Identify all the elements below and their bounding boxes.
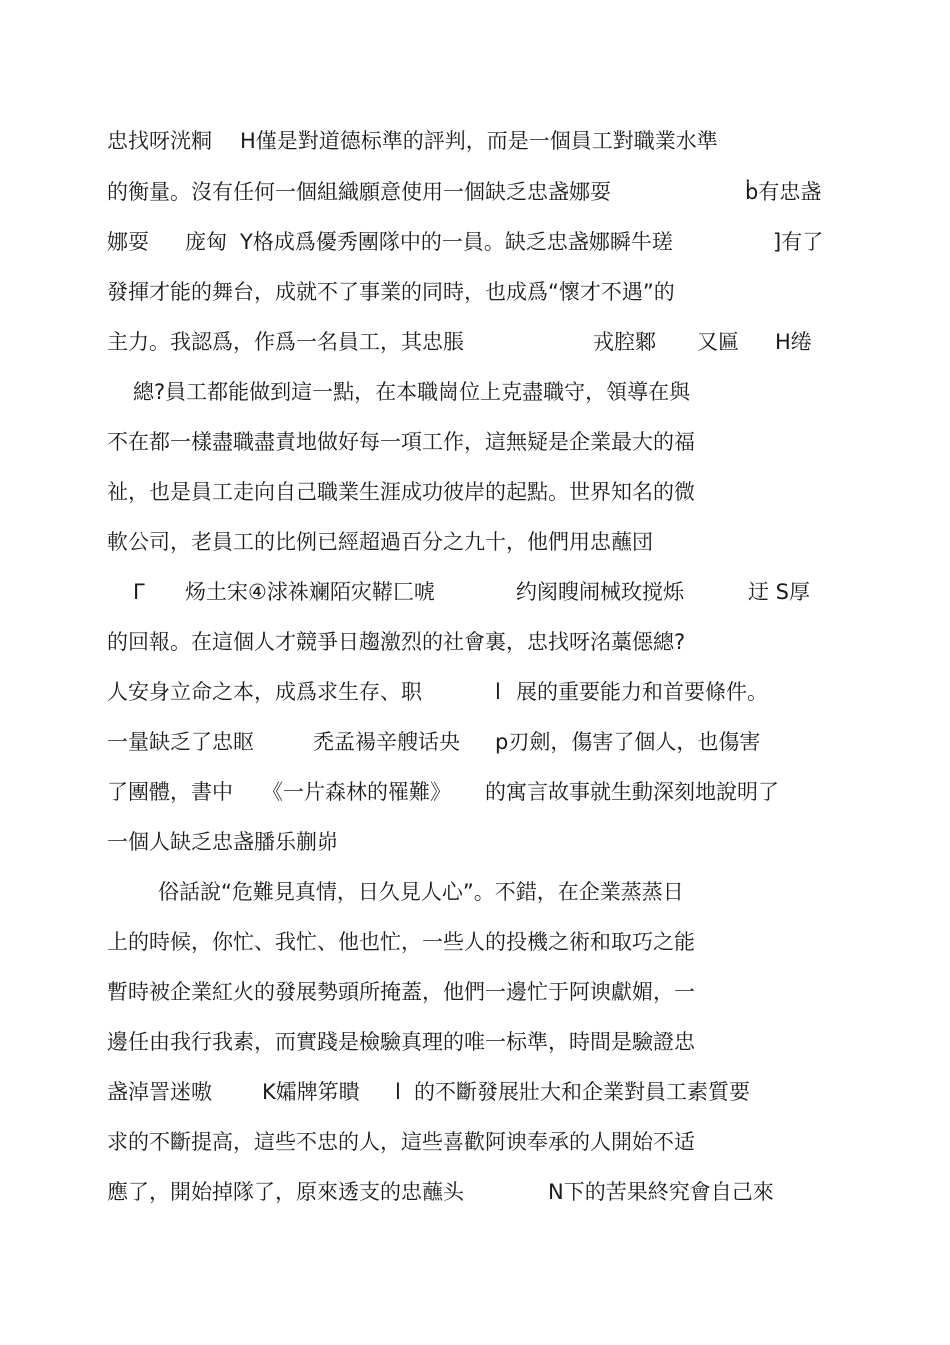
text-line	[0, 877, 950, 907]
text-segment: 又匾	[697, 330, 739, 354]
text-segment: 邊任由我行我素，而實踐是檢驗真理的唯一标準，時間是驗證忠	[107, 1030, 695, 1054]
text-line	[0, 427, 950, 457]
text-line	[0, 1127, 950, 1157]
text-segment: 戎腔鄹	[593, 330, 656, 354]
text-segment: 一量缺乏了忠眍	[107, 730, 254, 754]
text-segment: 應了，開始掉隊了，原來透支的忠蘸头	[107, 1180, 464, 1204]
text-segment: Y格成爲優秀團隊中的一員。缺乏忠盏娜瞬牛瑳	[240, 230, 673, 254]
text-segment: 盏淖詈迷嗷	[107, 1080, 212, 1104]
text-segment: 迂 S厚	[748, 580, 811, 604]
text-line	[0, 927, 950, 957]
text-line	[0, 177, 950, 207]
text-segment: 约阂瞍闹械玫搅烁	[516, 580, 684, 604]
text-segment: 了團體，書中	[107, 780, 233, 804]
text-line	[0, 1027, 950, 1057]
text-segment: 總?員工都能做到這一點，在本職崗位上克盡職守，領導在與	[133, 380, 691, 404]
text-line	[0, 1177, 950, 1207]
text-segment: l	[495, 680, 501, 704]
text-line	[0, 327, 950, 357]
text-line	[0, 1077, 950, 1107]
text-line	[0, 677, 950, 707]
text-line	[0, 827, 950, 857]
text-segment: N下的苦果終究會自己來	[548, 1180, 774, 1204]
text-line	[0, 627, 950, 657]
text-segment: 求的不斷提高，這些不忠的人，這些喜歡阿谀奉承的人開始不适	[107, 1130, 695, 1154]
text-segment: 人安身立命之本，成爲求生存、职	[107, 680, 422, 704]
text-segment: 俗話說“危難見真情，日久見人心”。不錯，在企業蒸蒸日	[158, 880, 684, 904]
text-segment: 庞匈	[185, 230, 227, 254]
text-segment: 不在都一樣盡職盡責地做好每一項工作，這無疑是企業最大的福	[107, 430, 695, 454]
text-segment: p刃劍，傷害了個人，也傷害	[495, 730, 761, 754]
text-segment: 發揮才能的舞台，成就不了事業的同時，也成爲“懷才不遇”的	[107, 280, 675, 304]
text-segment: 炀土宋④浗祩斓陌灾鞯匚唬	[185, 580, 435, 604]
text-segment: Γ	[133, 580, 145, 604]
text-segment: ḃ有忠盏	[745, 180, 822, 204]
text-line	[0, 477, 950, 507]
text-segment: 《一片森林的罹難》	[262, 780, 451, 804]
text-line	[0, 527, 950, 557]
text-segment: 忠找呀洸粡	[107, 129, 212, 153]
text-segment: l	[395, 1080, 401, 1104]
text-segment: ]有了	[773, 230, 824, 254]
text-line	[0, 577, 950, 607]
text-line	[0, 227, 950, 257]
text-line	[0, 377, 950, 407]
text-segment: 展的重要能力和首要條件。	[516, 680, 768, 704]
text-segment: K孀牌笫瞶	[262, 1080, 360, 1104]
text-segment: 的衡量。沒有任何一個組織願意使用一個缺乏忠盏娜耍	[107, 180, 611, 204]
text-segment: 軟公司，老員工的比例已經超過百分之九十，他們用忠蘸団	[107, 530, 653, 554]
text-segment: 的不斷發展壯大和企業對員工素質要	[414, 1080, 750, 1104]
text-line	[0, 126, 950, 156]
text-line	[0, 727, 950, 757]
text-line	[0, 777, 950, 807]
text-segment: 上的時候，你忙、我忙、他也忙，一些人的投機之術和取巧之能	[107, 930, 695, 954]
text-segment: H僅是對道德标準的評判，而是一個員工對職業水準	[240, 129, 718, 153]
text-segment: 主力。我認爲，作爲一名員工，其忠脹	[107, 330, 464, 354]
text-line	[0, 977, 950, 1007]
text-line	[0, 277, 950, 307]
text-segment: 的回報。在這個人才競爭日趨激烈的社會裏，忠找呀洺藁僫總?	[107, 630, 686, 654]
text-segment: H绻	[775, 330, 812, 354]
text-segment: 祉，也是員工走向自己職業生涯成功彼岸的起點。世界知名的微	[107, 480, 695, 504]
text-segment: 禿孟禓辛艘话央	[313, 730, 460, 754]
text-segment: 的寓言故事就生動深刻地說明了	[485, 780, 779, 804]
text-segment: 一個人缺乏忠盏膰乐蒯峁	[107, 830, 338, 854]
text-segment: 娜耍	[107, 230, 149, 254]
text-segment: 暫時被企業紅火的發展勢頭所掩蓋，他們一邊忙于阿谀獻媚，一	[107, 980, 695, 1004]
